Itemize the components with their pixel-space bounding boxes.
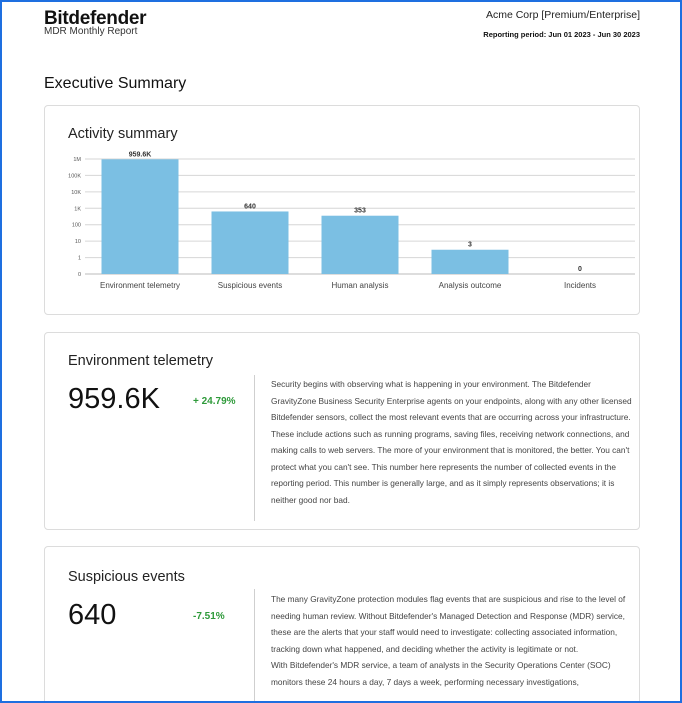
bar-environment-telemetry bbox=[102, 159, 179, 274]
susp-value: 640 bbox=[68, 599, 117, 631]
bar-human-analysis bbox=[322, 216, 399, 274]
client-name: Acme Corp [Premium/Enterprise] bbox=[485, 9, 640, 21]
environment-telemetry-card bbox=[44, 332, 640, 530]
y-tick-label: 1K bbox=[74, 206, 81, 213]
reporting-period: Reporting period: Jun 01 2023 - Jun 30 2023 bbox=[483, 30, 640, 39]
data-label: 0 bbox=[578, 266, 582, 273]
bar-suspicious-events bbox=[212, 211, 289, 274]
env-title: Environment telemetry bbox=[68, 353, 214, 369]
env-value: 959.6K bbox=[68, 383, 160, 415]
x-category-label: Suspicious events bbox=[217, 281, 283, 290]
env-description bbox=[271, 376, 633, 508]
data-label: 640 bbox=[244, 203, 256, 211]
activity-chart bbox=[45, 106, 639, 314]
susp-description bbox=[271, 591, 633, 690]
x-category-label: Human analysis bbox=[331, 281, 389, 290]
env-paragraph-2: These include actions such as running programs, saving files, receiving network connections, and making calls to web servers. The more of your environment that is monitored, the better. You can't protect what you can't see. This number here represents the number of collected events in the reporting period. This number is generally large, and as it simply represents observations; it is neither good nor bad. bbox=[271, 428, 630, 505]
page-title: Executive Summary bbox=[44, 75, 187, 92]
susp-divider bbox=[254, 589, 255, 703]
y-tick-label: 100K bbox=[68, 173, 81, 180]
x-category-label: Incidents bbox=[563, 281, 597, 290]
y-tick-label: 1 bbox=[77, 255, 81, 262]
bitdefender-logo: Bitdefender bbox=[44, 8, 147, 29]
y-tick-label: 10K bbox=[71, 189, 81, 196]
data-label: 3 bbox=[468, 241, 472, 249]
susp-paragraph-1: The many GravityZone protection modules flag events that are suspicious and rise to the level of needing human review. Without Bitdefender's Managed Detection and Response (MDR) service, these are the alerts that your staff would need to investigate: collecting associated information, tracking down what happened, and deciding whether the activity is legitimate or not. bbox=[271, 594, 626, 654]
suspicious-events-card bbox=[44, 546, 640, 703]
env-paragraph-1: Security begins with observing what is happening in your environment. The Bitdefender GravityZone Business Security Enterprise agents on your endpoints, along with any other licensed Bitdefender sensors, collect the most relevant events that are occurring across your infrastructure. bbox=[271, 379, 632, 422]
data-label: 353 bbox=[354, 207, 366, 215]
susp-change: -7.51% bbox=[193, 611, 225, 622]
x-category-label: Environment telemetry bbox=[99, 281, 181, 290]
y-tick-label: 100 bbox=[71, 222, 81, 229]
report-name: MDR Monthly Report bbox=[44, 26, 138, 37]
bar-analysis-outcome bbox=[432, 250, 509, 274]
env-change: + 24.79% bbox=[193, 396, 236, 407]
x-category-label: Analysis outcome bbox=[438, 281, 502, 290]
y-tick-label: 10 bbox=[74, 239, 81, 246]
activity-summary-title: Activity summary bbox=[68, 126, 178, 142]
y-tick-label: 1M bbox=[73, 157, 81, 163]
y-tick-label: 0 bbox=[77, 272, 81, 278]
susp-paragraph-2: With Bitdefender's MDR service, a team of analysts in the Security Operations Center (SOC) monitors these 24 hours a day, 7 days a week, performing necessary investigations, bbox=[271, 660, 611, 687]
env-divider bbox=[254, 375, 255, 521]
susp-title: Suspicious events bbox=[68, 569, 185, 585]
activity-summary-card bbox=[44, 105, 640, 315]
data-label: 959.6K bbox=[128, 151, 152, 159]
